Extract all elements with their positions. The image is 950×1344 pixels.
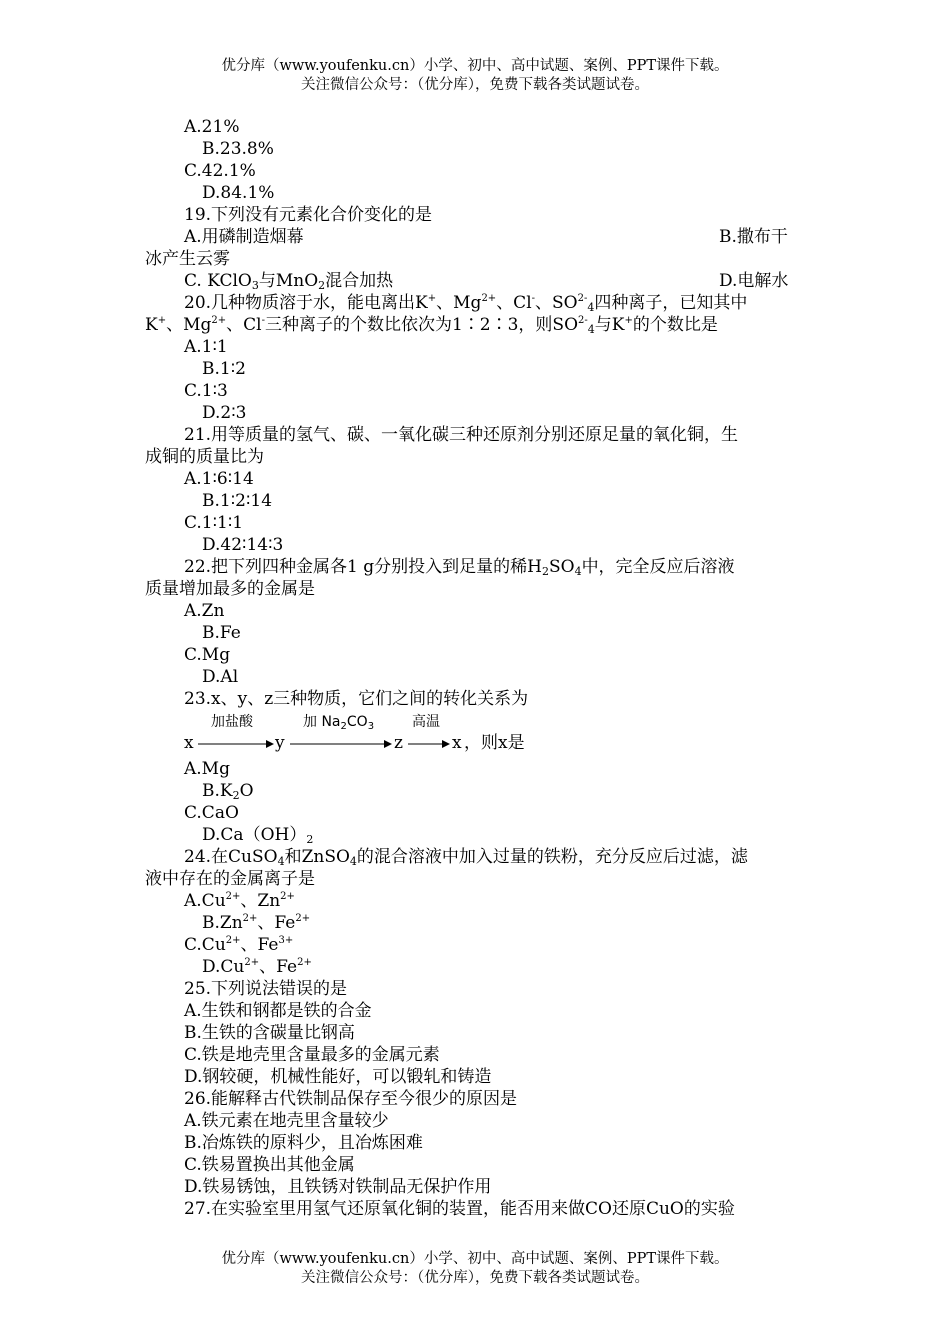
q26-option-d: D.铁易锈蚀，且铁锈对铁制品无保护作用	[184, 1177, 492, 1197]
q23-option-a: A.Mg	[184, 759, 230, 779]
q23-conversion-diagram	[140, 708, 560, 758]
q19-option-d: D.电解水	[719, 271, 789, 291]
q19-option-a: A.用磷制造烟幕	[184, 227, 304, 247]
q25-option-b: B.生铁的含碳量比钢高	[184, 1023, 355, 1043]
q21-stem-line-1: 21.用等质量的氢气、碳、一氧化碳三种还原剂分别还原足量的氧化铜，生	[184, 425, 739, 445]
q23-x-end: x	[452, 733, 462, 753]
q19-stem: 19.下列没有元素化合价变化的是	[184, 205, 433, 225]
q23-arrow1-head	[266, 740, 274, 748]
q19-option-b-continued: 冰产生云雾	[145, 249, 230, 269]
q23-arrow3-label: 高温	[412, 714, 440, 730]
q23-arrow3-head	[442, 740, 450, 748]
q26-option-a: A.铁元素在地壳里含量较少	[184, 1111, 389, 1131]
q21-option-a: A.1∶6∶14	[184, 469, 254, 489]
q24-option-a: $A.Cu^{2+}$、$Zn^{2+}$	[184, 891, 295, 911]
q23-arrow2-head	[384, 740, 392, 748]
q26-stem: 26.能解释古代铁制品保存至今很少的原因是	[184, 1089, 518, 1109]
q26-option-b: B.冶炼铁的原料少，且冶炼困难	[184, 1133, 423, 1153]
q20-stem-line-2: K+、$Mg^{2+}$、Cl-三种离子的个数比依次为1∶2∶3，则$SO^{2-}_4$与K+的个数比是	[145, 315, 718, 336]
q24-stem-line-1: 24.在CuSO$_4$和ZnSO$_4$的混合溶液中加入过量的铁粉，充分反应后过滤，滤	[184, 847, 748, 868]
header-line-1: 优分库（www.youfenku.cn）小学、初中、高中试题、案例、PPT课件下载。	[221, 58, 729, 74]
q24-option-b: $B.Zn^{2+}$、$Fe^{2+}$	[202, 913, 311, 933]
footer-line-2: 关注微信公众号：（优分库），免费下载各类试题试卷。	[301, 1270, 649, 1286]
q18-option-c: C.42.1%	[184, 161, 256, 181]
q23-arrow2-label: 加 $Na_2CO_3$	[303, 714, 375, 732]
q22-option-d: D.Al	[202, 667, 239, 687]
q20-option-c: C.1∶3	[184, 381, 228, 401]
q22-option-c: C.Mg	[184, 645, 231, 665]
q24-stem-line-2: 液中存在的金属离子是	[145, 869, 315, 889]
q21-option-d: D.42∶14∶3	[202, 535, 284, 555]
header-line-2: 关注微信公众号：（优分库），免费下载各类试题试卷。	[301, 77, 649, 93]
q18-option-b: B.23.8%	[202, 139, 274, 159]
q26-option-c: C.铁易置换出其他金属	[184, 1155, 355, 1175]
q25-option-d: D.钢较硬，机械性能好，可以锻轧和铸造	[184, 1067, 492, 1087]
q23-tail: ，则x是	[464, 733, 525, 753]
q23-z: z	[394, 733, 403, 753]
q25-option-a: A.生铁和钢都是铁的合金	[184, 1001, 372, 1021]
q22-stem-line-1: 22.把下列四种金属各1 g分别投入到足量的稀$H_2SO_4$中，完全反应后溶液	[184, 557, 735, 578]
q18-option-a: A.21%	[184, 117, 240, 137]
footer-line-1: 优分库（www.youfenku.cn）小学、初中、高中试题、案例、PPT课件下载。	[221, 1251, 729, 1267]
q23-arrow1-label: 加盐酸	[211, 714, 253, 730]
q27-stem: 27.在实验室里用氢气还原氧化铜的装置，能否用来做CO还原CuO的实验	[184, 1199, 735, 1219]
q24-option-c: $C.Cu^{2+}$、$Fe^{3+}$	[184, 935, 294, 955]
q19-option-b: B.撒布干	[719, 227, 788, 247]
q25-stem: 25.下列说法错误的是	[184, 979, 348, 999]
q21-option-c: C.1∶1∶1	[184, 513, 244, 533]
q22-option-b: B.Fe	[202, 623, 241, 643]
q21-stem-line-2: 成铜的质量比为	[145, 447, 264, 467]
q20-option-b: B.1∶2	[202, 359, 246, 379]
q23-stem: 23.x、y、z三种物质，它们之间的转化关系为	[184, 689, 529, 709]
q23-x: x	[184, 733, 194, 753]
q23-y: y	[275, 733, 285, 753]
q22-stem-line-2: 质量增加最多的金属是	[145, 579, 315, 599]
q19-option-c: C. KClO$_3$与MnO$_2$混合加热	[184, 271, 394, 292]
q20-option-d: D.2∶3	[202, 403, 247, 423]
q23-option-d: $D.Ca(OH)_2$	[202, 825, 314, 846]
q20-stem-line-1: 20.几种物质溶于水，能电离出K+、$Mg^{2+}$、Cl-、$SO^{2-}_4$四种离子，已知其中	[184, 293, 748, 314]
q25-option-c: C.铁是地壳里含量最多的金属元素	[184, 1045, 440, 1065]
q24-option-d: $D.Cu^{2+}$、$Fe^{2+}$	[202, 957, 312, 977]
q23-option-b: $B.K_2O$	[202, 781, 254, 802]
q18-option-d: D.84.1%	[202, 183, 275, 203]
q20-option-a: A.1∶1	[184, 337, 228, 357]
q21-option-b: B.1∶2∶14	[202, 491, 273, 511]
q22-option-a: A.Zn	[184, 601, 225, 621]
q23-option-c: C.CaO	[184, 803, 239, 823]
